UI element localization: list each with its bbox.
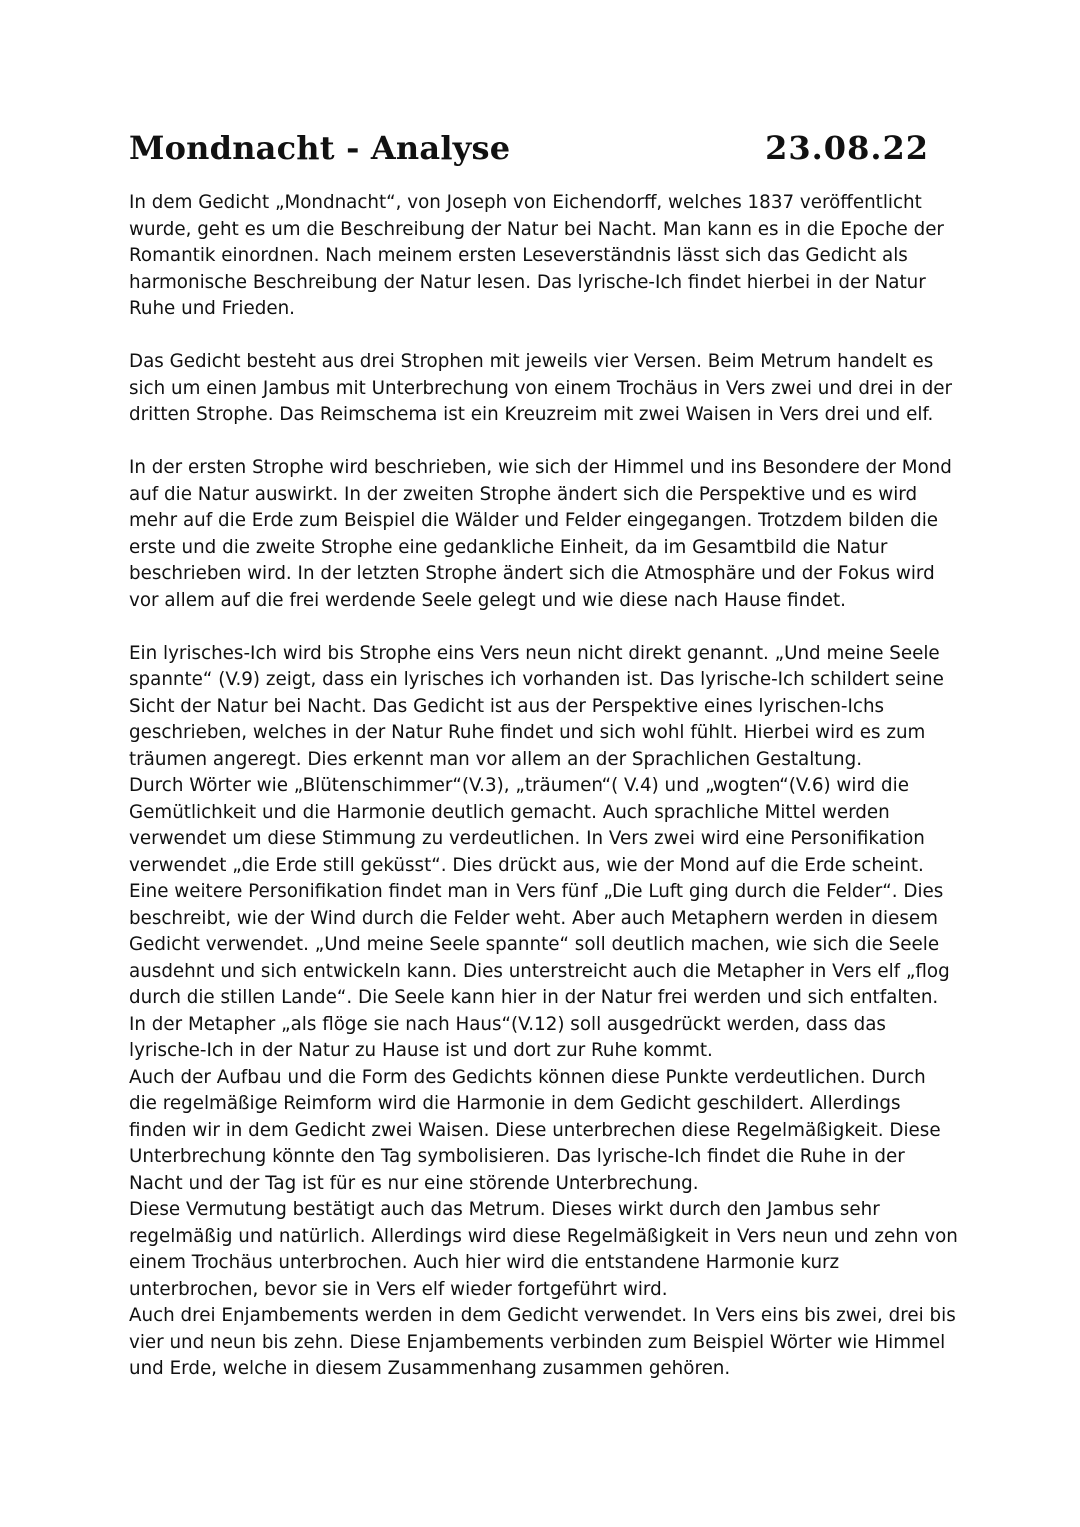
paragraph-structure: Auch der Aufbau und die Form des Gedichts können diese Punkte verdeutlichen. Durch die regelmäßige Reimform wird die Harmonie in dem Gedicht geschildert. Allerdings finden wir in dem Gedicht zwei Waisen. Diese unterbrechen diese Regelmäßigkeit. Diese Unterbrechung könnte den Tag symbolisieren. Das lyrische-Ich findet die Ruhe in der Nacht und der Tag ist für es nur eine störende Unterbrechung. [129, 1066, 941, 1194]
paragraph-metre: Diese Vermutung bestätigt auch das Metrum. Dieses wirkt durch den Jambus sehr regelmäßig und natürlich. Allerdings wird diese Regelmäßigkeit in Vers neun und zehn von einem Trochäus unterbrochen. Auch hier wird die entstandene Harmonie kurz unterbrochen, bevor sie in Vers elf wieder fortgeführt wird. [129, 1199, 958, 1300]
paragraph-form: Das Gedicht besteht aus drei Strophen mit jeweils vier Versen. Beim Metrum handelt es sich um einen Jambus mit Unterbrechung von einem Trochäus in Vers zwei und drei in der dritten Strophe. Das Reimschema ist ein Kreuzreim mit zwei Waisen in Vers drei und elf. [129, 351, 953, 425]
paragraph-language: Durch Wörter wie „Blütenschimmer“(V.3), „träumen“( V.4) und „wogten“(V.6) wird die Gemütlichkeit und die Harmonie deutlich gemacht. Auch sprachliche Mittel werden verwendet um diese Stimmung zu verdeutlichen. In Vers zwei wird eine Personifikation verwendet „die Erde still geküsst“. Dies drückt aus, wie der Mond auf die Erde scheint. Eine weitere Personifikation findet man in Vers fünf „Die Luft ging durch die Felder“. Dies beschreibt, wie der Wind durch die Felder weht. Aber auch Metaphern werden in diesem Gedicht verwendet. „Und meine Seele spannte“ soll deutlich machen, wie sich die Seele ausdehnt und sich entwickeln kann. Dies unterstreicht auch die Metapher in Vers elf „flog durch die stillen Lande“. Die Seele kann hier in der Natur frei werden und sich entfalten. In der Metapher „als flöge sie nach Haus“(V.12) soll ausgedrückt werden, dass das lyrische-Ich in der Natur zu Hause ist und dort zur Ruhe kommt. [129, 775, 950, 1061]
paragraph-enjambement: Auch drei Enjambements werden in dem Gedicht verwendet. In Vers eins bis zwei, drei bis vier und neun bis zehn. Diese Enjambements verbinden zum Beispiel Wörter wie Himmel und Erde, welche in diesem Zusammenhang zusammen gehören. [129, 1305, 956, 1379]
document-body [129, 190, 959, 1383]
document-title: Mondnacht - Analyse [129, 129, 511, 167]
document-date: 23.08.22 [765, 129, 929, 167]
document-header [129, 128, 959, 168]
document-page [129, 128, 959, 1383]
paragraph-introduction: In dem Gedicht „Mondnacht“, von Joseph von Eichendorff, welches 1837 veröffentlicht wurde, geht es um die Beschreibung der Natur bei Nacht. Man kann es in die Epoche der Romantik einordnen. Nach meinem ersten Leseverständnis lässt sich das Gedicht als harmonische Beschreibung der Natur lesen. Das lyrische-Ich findet hierbei in der Natur Ruhe und Frieden. [129, 192, 944, 319]
paragraph-lyrical-self: Ein lyrisches-Ich wird bis Strophe eins Vers neun nicht direkt genannt. „Und meine Seele spannte“ (V.9) zeigt, dass ein lyrisches ich vorhanden ist. Das lyrische-Ich schildert seine Sicht der Natur bei Nacht. Das Gedicht ist aus der Perspektive eines lyrischen-Ichs geschrieben, welches in der Natur Ruhe findet und sich wohl fühlt. Hierbei wird es zum träumen angeregt. Dies erkennt man vor allem an der Sprachlichen Gestaltung. [129, 642, 944, 770]
paragraph-content: In der ersten Strophe wird beschrieben, wie sich der Himmel und ins Besondere der Mond auf die Natur auswirkt. In der zweiten Strophe ändert sich die Perspektive und es wird mehr auf die Erde zum Beispiel die Wälder und Felder eingegangen. Trotzdem bilden die erste und die zweite Strophe eine gedankliche Einheit, da im Gesamtbild die Natur beschrieben wird. In der letzten Strophe ändert sich die Atmosphäre und der Fokus wird vor allem auf die frei werdende Seele gelegt und wie diese nach Hause findet. [129, 457, 952, 611]
